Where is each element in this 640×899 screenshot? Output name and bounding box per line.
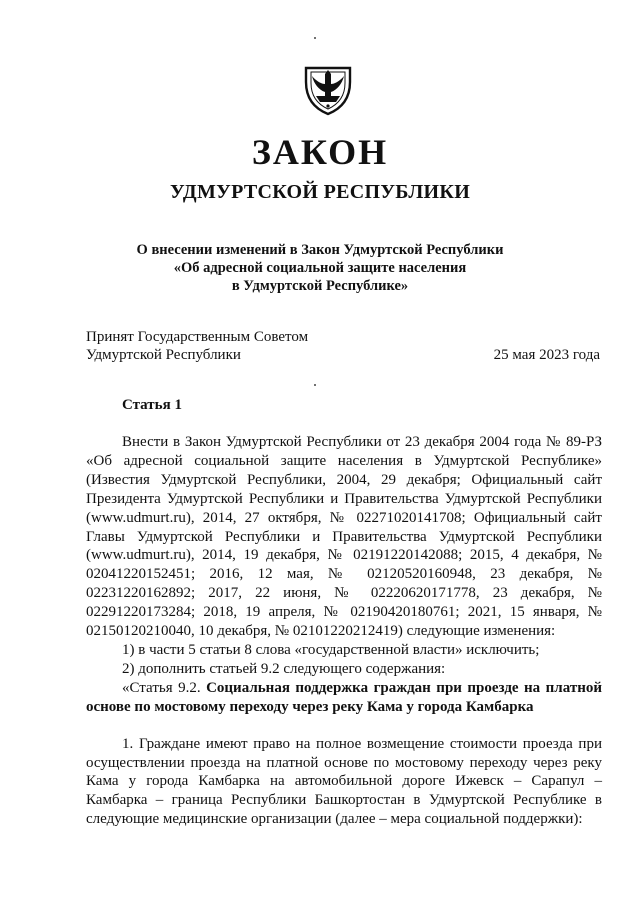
scan-speck [314,384,316,386]
scan-speck [314,37,316,39]
amendment-item: 2) дополнить статьей 9.2 следующего содержания: [122,660,446,677]
law-title-line: в Удмуртской Республике» [231,278,409,294]
new-article-title: Социальная поддержка граждан при проезде на платной основе по мостовому переходу через реку Кама у города Камбарка [86,679,602,715]
clause-text: 1. Граждане имеют право на полное возмещение стоимости проезда при осуществлении проезда на платной основе по мостовому переходу через реку Кама у города Камбарка на автомобильной дороге Ижевск – Сарапул – Камбарка – граница Республики Башкортостан в Удмуртской Республике в следующие медицинские организации (далее – мера социальной поддержки): [86,735,602,828]
document-subtitle: УДМУРТСКОЙ РЕСПУБЛИКИ [169,181,471,203]
new-article-prefix: «Статья 9.2. [122,679,207,696]
article-intro: Внести в Закон Удмуртской Республики от 23 декабря 2004 года № 89-РЗ «Об адресной социальной защите населения в Удмуртской Республике» (Известия Удмуртской Республики, 2004, 29 декабря; Официальный сайт Президента Удмуртской Республики и Правительства Удмуртской Республики (www.udmurt.ru), 2014, 27 октября, № 02271020141708; Официальный сайт Главы Удмуртской Республики и Правительства Удмуртской Республики (www.udmurt.ru), 2014, 19 декабря, № 02191220142088; 2015, 4 декабря, № 02041220152451; 2016, 12 мая, № 02120520160948, 23 декабря, № 02231220162892; 2017, 22 июня, № 02220620171778, 23 декабря, № 02291220173284; 2018, 19 апреля, № 02190420180761; 2021, 15 января, № 02150120210040, 10 декабря, № 02101220212419) следующие изменения: [86,434,602,640]
adoption-statement [86,328,308,364]
law-title-line: «Об адресной социальной защите населения [173,260,467,276]
law-title-line: О внесении изменений в Закон Удмуртской Республики [136,242,504,258]
article-body [86,433,602,829]
adoption-line: Принят Государственным Советом [86,329,309,345]
article-heading: Статья 1 [122,397,182,413]
new-article-heading [86,679,602,717]
document-title: ЗАКОН [251,132,389,172]
law-title [0,241,640,295]
adoption-line: Удмуртской Республики [86,347,241,363]
adoption-date: 25 мая 2023 года [493,347,600,363]
amendment-item: 1) в части 5 статьи 8 слова «государственной власти» исключить; [122,641,540,658]
udmurt-emblem-icon [303,62,353,116]
